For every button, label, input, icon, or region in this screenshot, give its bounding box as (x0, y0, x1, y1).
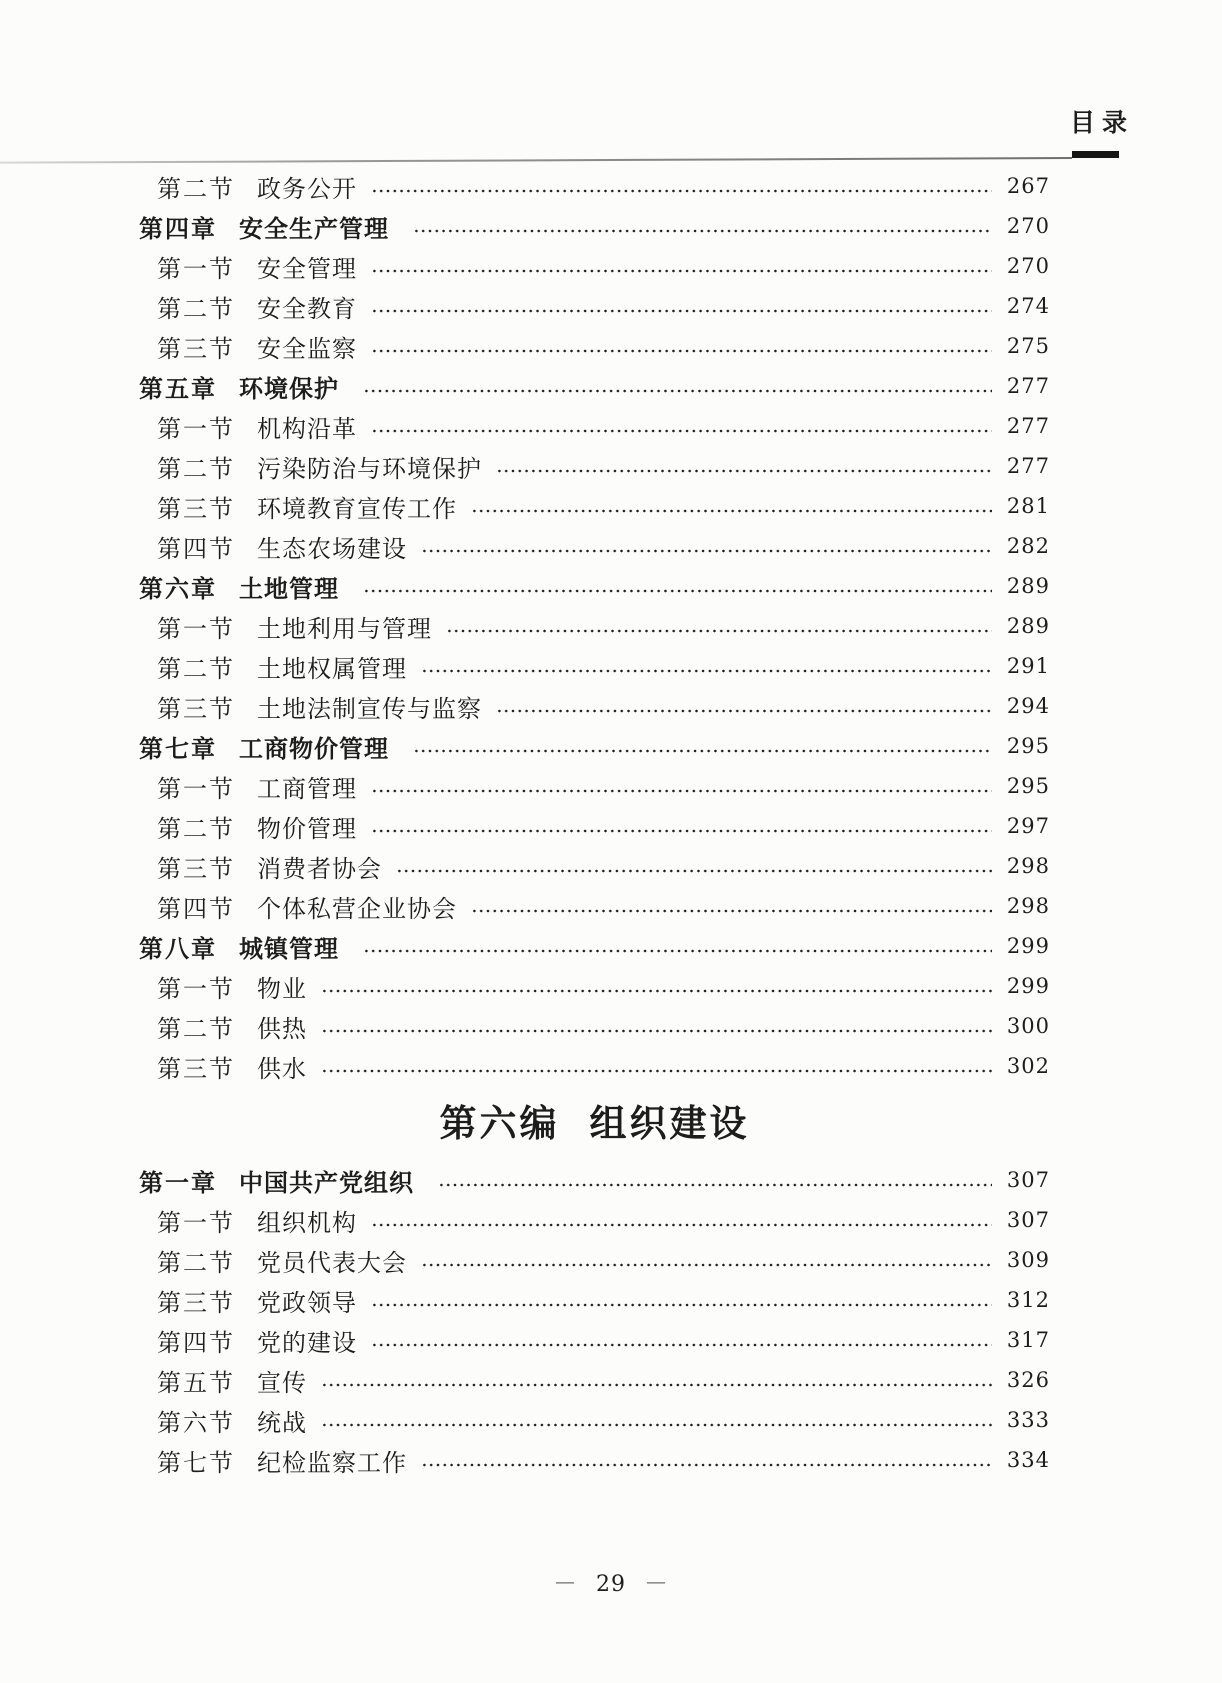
entry-label: 第六章 (139, 574, 217, 603)
entry-label: 第七章 (139, 734, 217, 763)
entry-page-number: 282 (1006, 534, 1050, 558)
entry-page-number: 309 (1006, 1248, 1050, 1272)
entry-label: 第五章 (139, 374, 217, 403)
dot-leader (371, 189, 992, 193)
entry-title: 安全教育 (257, 294, 357, 323)
entry-title: 物业 (257, 974, 307, 1003)
entry-label: 第一节 (157, 414, 235, 443)
entry-title: 土地利用与管理 (257, 614, 432, 643)
entry-page-number: 299 (1006, 934, 1050, 958)
entry-label: 第四节 (157, 894, 235, 923)
entry-title: 政务公开 (257, 174, 357, 203)
dot-leader (471, 509, 992, 513)
entry-title: 个体私营企业协会 (257, 894, 457, 923)
header-rule-thin (0, 157, 1072, 164)
entry-title: 污染防治与环境保护 (257, 454, 482, 483)
entry-title: 供水 (257, 1054, 307, 1083)
toc-entry (139, 766, 1050, 806)
entry-label: 第三节 (157, 694, 235, 723)
entry-title: 土地权属管理 (257, 654, 407, 683)
toc-entry (139, 806, 1050, 846)
toc-list (139, 166, 1050, 1480)
entry-page-number: 317 (1006, 1328, 1050, 1352)
entry-page-number: 298 (1006, 894, 1050, 918)
toc-entry (139, 1200, 1050, 1240)
entry-title: 安全监察 (257, 334, 357, 363)
dot-leader (421, 1463, 992, 1467)
entry-label: 第二节 (157, 174, 235, 203)
footer-right-dash: — (646, 1569, 667, 1593)
dot-leader (371, 1223, 992, 1227)
entry-title: 土地管理 (239, 574, 339, 603)
part-heading (139, 1098, 1050, 1150)
dot-leader (371, 349, 992, 353)
toc-entry (139, 1006, 1050, 1046)
entry-title: 党员代表大会 (257, 1248, 407, 1277)
entry-title: 宣传 (257, 1368, 307, 1397)
toc-entry (139, 326, 1050, 366)
entry-title: 环境保护 (239, 374, 339, 403)
toc-entry (139, 966, 1050, 1006)
toc-entry (139, 1400, 1050, 1440)
entry-page-number: 289 (1006, 614, 1050, 638)
toc-entry (139, 246, 1050, 286)
entry-label: 第二节 (157, 1014, 235, 1043)
entry-label: 第三节 (157, 334, 235, 363)
entry-page-number: 274 (1006, 294, 1050, 318)
dot-leader (371, 789, 992, 793)
dot-leader (371, 1343, 992, 1347)
toc-entry (139, 926, 1050, 966)
entry-page-number: 277 (1006, 414, 1050, 438)
dot-leader (321, 1423, 992, 1427)
toc-entry (139, 646, 1050, 686)
toc-entry (139, 1240, 1050, 1280)
entry-title: 中国共产党组织 (239, 1168, 414, 1197)
dot-leader (321, 1383, 992, 1387)
entry-title: 组织机构 (257, 1208, 357, 1237)
toc-entry (139, 1320, 1050, 1360)
toc-entry (139, 566, 1050, 606)
entry-title: 工商管理 (257, 774, 357, 803)
entry-label: 第二节 (157, 1248, 235, 1277)
toc-entry (139, 1280, 1050, 1320)
entry-label: 第一节 (157, 774, 235, 803)
dot-leader (321, 989, 992, 993)
dot-leader (396, 869, 992, 873)
dot-leader (413, 749, 992, 753)
entry-title: 党政领导 (257, 1288, 357, 1317)
dot-leader (371, 309, 992, 313)
entry-page-number: 289 (1006, 574, 1050, 598)
entry-title: 供热 (257, 1014, 307, 1043)
part-heading-title: 组织建设 (589, 1102, 750, 1145)
dot-leader (363, 589, 992, 593)
toc-entry (139, 446, 1050, 486)
entry-page-number: 270 (1006, 254, 1050, 278)
dot-leader (371, 429, 992, 433)
entry-title: 党的建设 (257, 1328, 357, 1357)
entry-title: 安全生产管理 (239, 214, 389, 243)
entry-page-number: 277 (1006, 454, 1050, 478)
dot-leader (413, 229, 992, 233)
entry-label: 第一章 (139, 1168, 217, 1197)
toc-entry (139, 166, 1050, 206)
entry-title: 物价管理 (257, 814, 357, 843)
entry-label: 第四章 (139, 214, 217, 243)
toc-entry (139, 1360, 1050, 1400)
dot-leader (371, 829, 992, 833)
page-header-title: 目录 (1070, 108, 1135, 137)
dot-leader (421, 1263, 992, 1267)
entry-page-number: 295 (1006, 734, 1050, 758)
toc-entry (139, 486, 1050, 526)
entry-page-number: 267 (1006, 174, 1050, 198)
dot-leader (496, 469, 992, 473)
entry-page-number: 298 (1006, 854, 1050, 878)
entry-page-number: 334 (1006, 1448, 1050, 1472)
entry-label: 第三节 (157, 1054, 235, 1083)
dot-leader (321, 1029, 992, 1033)
entry-label: 第三节 (157, 854, 235, 883)
entry-label: 第一节 (157, 614, 235, 643)
dot-leader (363, 949, 992, 953)
dot-leader (446, 629, 992, 633)
entry-label: 第四节 (157, 1328, 235, 1357)
entry-label: 第一节 (157, 254, 235, 283)
entry-page-number: 312 (1006, 1288, 1050, 1312)
entry-label: 第二节 (157, 294, 235, 323)
entry-page-number: 291 (1006, 654, 1050, 678)
dot-leader (496, 709, 992, 713)
entry-title: 土地法制宣传与监察 (257, 694, 482, 723)
entry-page-number: 294 (1006, 694, 1050, 718)
entry-title: 工商物价管理 (239, 734, 389, 763)
part-heading-label: 第六编 (439, 1102, 560, 1145)
dot-leader (438, 1183, 992, 1187)
entry-label: 第三节 (157, 1288, 235, 1317)
entry-page-number: 302 (1006, 1054, 1050, 1078)
dot-leader (363, 389, 992, 393)
entry-title: 城镇管理 (239, 934, 339, 963)
toc-entry (139, 1160, 1050, 1200)
toc-entry (139, 1440, 1050, 1480)
dot-leader (421, 669, 992, 673)
toc-entry (139, 366, 1050, 406)
toc-entry (139, 406, 1050, 446)
entry-title: 安全管理 (257, 254, 357, 283)
entry-label: 第八章 (139, 934, 217, 963)
entry-label: 第六节 (157, 1408, 235, 1437)
header-rule-thick (1072, 151, 1119, 158)
entry-title: 统战 (257, 1408, 307, 1437)
toc-entry (139, 886, 1050, 926)
entry-label: 第二节 (157, 814, 235, 843)
entry-page-number: 281 (1006, 494, 1050, 518)
dot-leader (471, 909, 992, 913)
dot-leader (371, 1303, 992, 1307)
toc-entry (139, 286, 1050, 326)
entry-page-number: 326 (1006, 1368, 1050, 1392)
entry-page-number: 307 (1006, 1168, 1050, 1192)
toc-entry (139, 726, 1050, 766)
entry-page-number: 333 (1006, 1408, 1050, 1432)
dot-leader (371, 269, 992, 273)
toc-entry (139, 606, 1050, 646)
entry-page-number: 299 (1006, 974, 1050, 998)
toc-entry (139, 526, 1050, 566)
dot-leader (321, 1069, 992, 1073)
toc-entry (139, 846, 1050, 886)
entry-title: 机构沿革 (257, 414, 357, 443)
dot-leader (421, 549, 992, 553)
entry-title: 环境教育宣传工作 (257, 494, 457, 523)
toc-entry (139, 686, 1050, 726)
entry-title: 生态农场建设 (257, 534, 407, 563)
entry-label: 第五节 (157, 1368, 235, 1397)
entry-label: 第二节 (157, 454, 235, 483)
entry-label: 第二节 (157, 654, 235, 683)
entry-page-number: 277 (1006, 374, 1050, 398)
page-footer (0, 1569, 1222, 1597)
entry-page-number: 297 (1006, 814, 1050, 838)
entry-page-number: 300 (1006, 1014, 1050, 1038)
footer-page-number: 29 (596, 1572, 626, 1597)
entry-title: 纪检监察工作 (257, 1448, 407, 1477)
entry-title: 消费者协会 (257, 854, 382, 883)
footer-left-dash: — (555, 1569, 576, 1593)
entry-label: 第一节 (157, 1208, 235, 1237)
toc-entry (139, 206, 1050, 246)
entry-page-number: 275 (1006, 334, 1050, 358)
toc-entry (139, 1046, 1050, 1086)
entry-page-number: 307 (1006, 1208, 1050, 1232)
entry-page-number: 270 (1006, 214, 1050, 238)
entry-label: 第三节 (157, 494, 235, 523)
entry-label: 第七节 (157, 1448, 235, 1477)
entry-page-number: 295 (1006, 774, 1050, 798)
entry-label: 第一节 (157, 974, 235, 1003)
entry-label: 第四节 (157, 534, 235, 563)
